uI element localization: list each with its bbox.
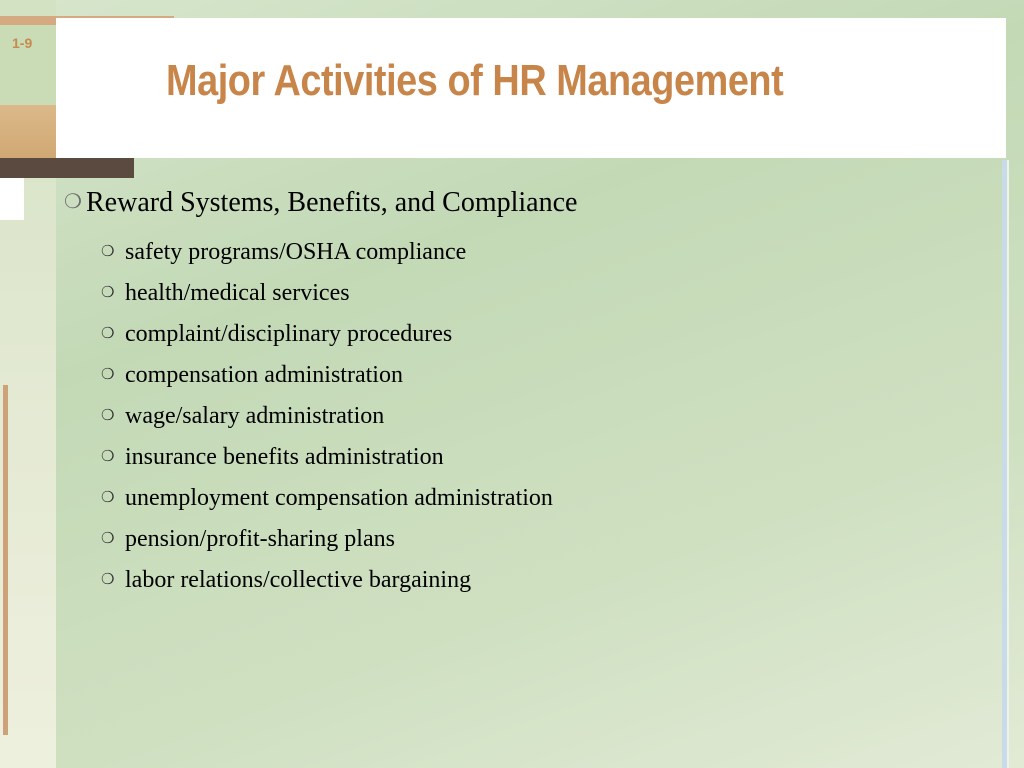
small-circle-bullet-icon: ❍ [101, 406, 115, 424]
slide-page-number: 1-9 [12, 35, 33, 51]
small-circle-bullet-icon: ❍ [101, 529, 115, 547]
sub-bullet-text: unemployment compensation administration [125, 485, 553, 511]
sub-bullet-text: wage/salary administration [125, 403, 385, 429]
right-edge-highlight [1007, 160, 1009, 768]
main-bullet-item [60, 187, 577, 219]
sub-bullet-item [101, 278, 553, 319]
sub-bullet-list [101, 237, 553, 606]
tan-corner-block [0, 105, 56, 158]
dark-accent-bar [0, 158, 134, 178]
left-vertical-line [3, 385, 8, 735]
sub-bullet-text: safety programs/OSHA compliance [125, 239, 467, 265]
small-circle-bullet-icon: ❍ [101, 570, 115, 588]
sub-bullet-item [101, 483, 553, 524]
sub-bullet-item [101, 565, 553, 606]
sub-bullet-text: labor relations/collective bargaining [125, 567, 472, 593]
sub-bullet-text: pension/profit-sharing plans [125, 526, 395, 552]
small-circle-bullet-icon: ❍ [101, 365, 115, 383]
small-circle-bullet-icon: ❍ [101, 242, 115, 260]
sub-bullet-item [101, 319, 553, 360]
slide-title: Major Activities of HR Management [166, 56, 784, 105]
sub-bullet-item [101, 524, 553, 565]
sub-bullet-item [101, 237, 553, 278]
main-bullet-text: Reward Systems, Benefits, and Compliance [86, 187, 578, 218]
small-circle-bullet-icon: ❍ [101, 447, 115, 465]
sub-bullet-text: complaint/disciplinary procedures [125, 321, 453, 347]
sub-bullet-item [101, 442, 553, 483]
sub-bullet-text: insurance benefits administration [125, 444, 444, 470]
small-circle-bullet-icon: ❍ [101, 324, 115, 342]
open-circle-bullet-icon: ❍ [64, 189, 82, 213]
white-accent-block [0, 178, 24, 220]
small-circle-bullet-icon: ❍ [101, 283, 115, 301]
sub-bullet-item [101, 401, 553, 442]
sub-bullet-text: health/medical services [125, 280, 350, 306]
small-circle-bullet-icon: ❍ [101, 488, 115, 506]
sub-bullet-text: compensation administration [125, 362, 403, 388]
sub-bullet-item [101, 360, 553, 401]
